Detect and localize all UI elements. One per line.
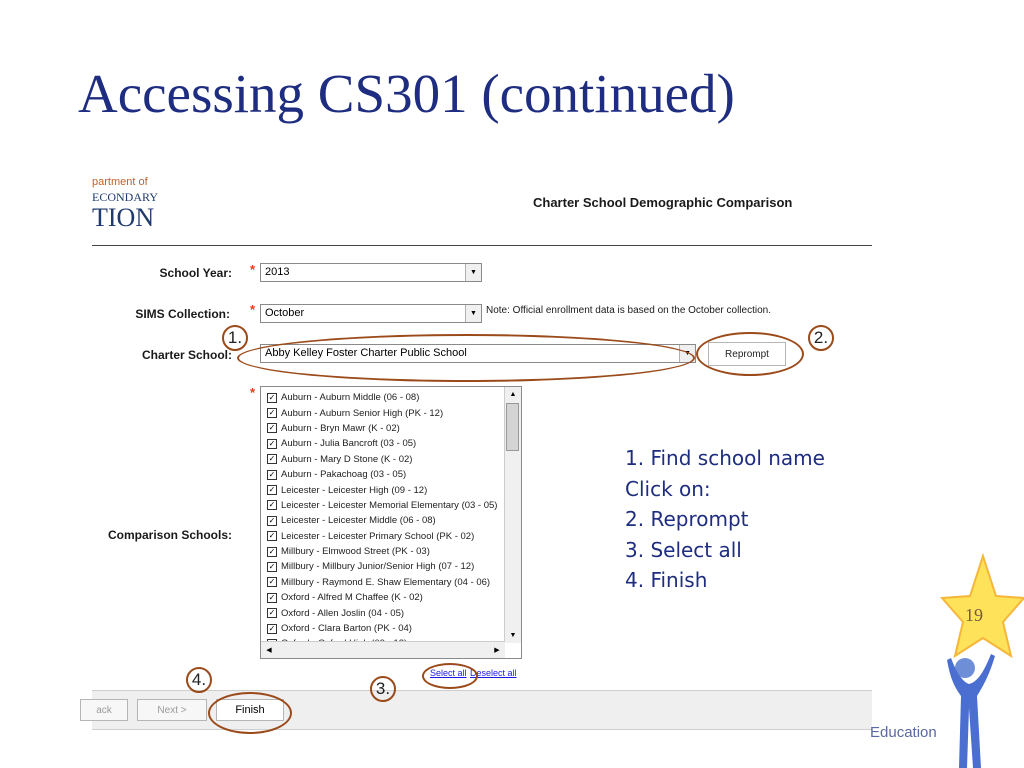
checkbox-checked-icon[interactable]: ✓ <box>268 577 276 587</box>
footer-text: Education <box>870 724 937 741</box>
comparison-school-label: Oxford - Alfred M Chaffee (K - 02) <box>281 592 423 604</box>
sims-collection-value: October <box>265 307 305 319</box>
checkbox-checked-icon[interactable]: ✓ <box>268 392 276 402</box>
comparison-school-label: Oxford - Clara Barton (PK - 04) <box>281 623 412 635</box>
scroll-right-icon[interactable]: ▶ <box>494 646 500 654</box>
checkbox-checked-icon[interactable]: ✓ <box>268 438 276 448</box>
logo-line-1: partment of <box>92 176 148 188</box>
comparison-school-label: Millbury - Millbury Junior/Senior High (07 - 12) <box>281 561 475 573</box>
chevron-down-icon[interactable]: ▼ <box>679 345 695 362</box>
comparison-schools-list <box>267 390 505 641</box>
comparison-school-label: Millbury - Raymond E. Shaw Elementary (04 - 06) <box>281 576 491 588</box>
sims-collection-label: SIMS Collection: <box>135 307 230 321</box>
checkbox-checked-icon[interactable]: ✓ <box>268 561 276 571</box>
comparison-school-item[interactable] <box>267 544 505 559</box>
annotation-number-2: 2. <box>808 325 834 351</box>
comparison-school-label: Leicester - Leicester High (09 - 12) <box>281 484 428 496</box>
star-shape <box>942 556 1024 656</box>
back-button[interactable]: ack <box>80 699 128 721</box>
finish-button[interactable]: Finish <box>216 699 284 721</box>
comparison-school-item[interactable] <box>267 498 505 513</box>
comparison-school-label: Leicester - Leicester Memorial Elementary (03 - 05) <box>281 499 498 511</box>
reprompt-button[interactable]: Reprompt <box>708 342 786 366</box>
slide-title: Accessing CS301 (continued) <box>78 63 735 124</box>
comparison-school-item[interactable] <box>267 452 505 467</box>
school-year-select[interactable] <box>260 263 482 282</box>
horizontal-scrollbar[interactable] <box>261 641 505 658</box>
comparison-schools-label: Comparison Schools: <box>107 528 232 542</box>
logo-line-3: TION <box>92 203 155 232</box>
checkbox-checked-icon[interactable]: ✓ <box>268 500 276 510</box>
required-mark: * <box>250 262 256 277</box>
chevron-down-icon[interactable]: ▼ <box>465 264 481 281</box>
comparison-school-label: Auburn - Mary D Stone (K - 02) <box>281 453 413 465</box>
checkbox-checked-icon[interactable]: ✓ <box>268 546 276 556</box>
comparison-school-label: Auburn - Auburn Senior High (PK - 12) <box>281 407 444 419</box>
comparison-school-item[interactable] <box>267 590 505 605</box>
checkbox-checked-icon[interactable]: ✓ <box>268 423 276 433</box>
comparison-school-item[interactable] <box>267 513 505 528</box>
instruction-line: 2. Reprompt <box>625 507 749 531</box>
checkbox-checked-icon[interactable]: ✓ <box>268 531 276 541</box>
comparison-school-item[interactable] <box>267 405 505 420</box>
page-number: 19 <box>965 605 983 625</box>
school-year-label: School Year: <box>159 266 232 280</box>
checkbox-checked-icon[interactable]: ✓ <box>268 454 276 464</box>
scroll-up-icon[interactable]: ▲ <box>509 391 517 398</box>
annotation-number-4: 4. <box>186 667 212 693</box>
school-year-value: 2013 <box>265 266 290 278</box>
comparison-school-label: Millbury - Elmwood Street (PK - 03) <box>281 546 430 558</box>
sims-collection-select[interactable] <box>260 304 482 323</box>
annotation-number-1: 1. <box>222 325 248 351</box>
chevron-down-icon[interactable]: ▼ <box>465 305 481 322</box>
charter-school-label: Charter School: <box>141 348 232 362</box>
select-all-highlight-ellipse <box>422 663 478 689</box>
comparison-school-label: Auburn - Auburn Middle (06 - 08) <box>281 392 420 404</box>
comparison-school-item[interactable] <box>267 467 505 482</box>
checkbox-checked-icon[interactable]: ✓ <box>268 469 276 479</box>
charter-school-value: Abby Kelley Foster Charter Public School <box>265 347 467 359</box>
header-divider <box>92 245 872 246</box>
comparison-school-label: Oxford - Allen Joslin (04 - 05) <box>281 607 405 619</box>
instruction-line: 1. Find school name <box>625 446 825 470</box>
charter-school-highlight-ellipse <box>237 334 695 382</box>
scroll-left-icon[interactable]: ◀ <box>266 646 272 654</box>
comparison-school-item[interactable] <box>267 559 505 574</box>
required-mark: * <box>250 302 256 317</box>
department-logo <box>92 176 182 238</box>
reprompt-highlight-ellipse <box>696 332 804 376</box>
comparison-school-item[interactable] <box>267 575 505 590</box>
instruction-line: 3. Select all <box>625 537 742 562</box>
instruction-line: 4. Finish <box>625 568 708 592</box>
checkbox-checked-icon[interactable]: ✓ <box>268 608 276 618</box>
finish-highlight-ellipse <box>208 692 292 734</box>
checkbox-checked-icon[interactable]: ✓ <box>268 408 276 418</box>
comparison-school-label: Auburn - Bryn Mawr (K - 02) <box>281 422 400 434</box>
checkbox-checked-icon[interactable]: ✓ <box>268 592 276 602</box>
instruction-line: Click on: <box>625 476 711 501</box>
report-title: Charter School Demographic Comparison <box>533 195 793 210</box>
comparison-school-item[interactable] <box>267 390 505 405</box>
deselect-all-link[interactable]: Deselect all <box>470 668 517 678</box>
scrollbar-thumb[interactable] <box>506 403 519 451</box>
next-button[interactable]: Next > <box>137 699 207 721</box>
comparison-school-label: Auburn - Pakachoag (03 - 05) <box>281 469 407 481</box>
comparison-school-label: Leicester - Leicester Primary School (PK - 02) <box>281 530 475 542</box>
comparison-school-label: Leicester - Leicester Middle (06 - 08) <box>281 515 436 527</box>
comparison-schools-listbox[interactable] <box>260 386 522 659</box>
instructions-block <box>625 443 825 596</box>
required-mark: * <box>250 385 256 400</box>
vertical-scrollbar[interactable] <box>504 387 521 643</box>
select-all-link[interactable]: Select all <box>430 668 467 678</box>
comparison-school-item[interactable] <box>267 621 505 636</box>
comparison-school-item[interactable] <box>267 436 505 451</box>
comparison-school-item[interactable] <box>267 421 505 436</box>
annotation-number-3: 3. <box>370 676 396 702</box>
comparison-school-item[interactable] <box>267 529 505 544</box>
scroll-down-icon[interactable]: ▼ <box>509 632 517 639</box>
checkbox-checked-icon[interactable]: ✓ <box>268 623 276 633</box>
comparison-school-item[interactable] <box>267 605 505 620</box>
checkbox-checked-icon[interactable]: ✓ <box>268 515 276 525</box>
enrollment-note: Note: Official enrollment data is based on the October collection. <box>486 305 771 316</box>
comparison-school-item[interactable] <box>267 482 505 497</box>
logo-line-2: ECONDARY <box>92 190 159 204</box>
checkbox-checked-icon[interactable]: ✓ <box>268 485 276 495</box>
comparison-school-label: Auburn - Julia Bancroft (03 - 05) <box>281 438 417 450</box>
